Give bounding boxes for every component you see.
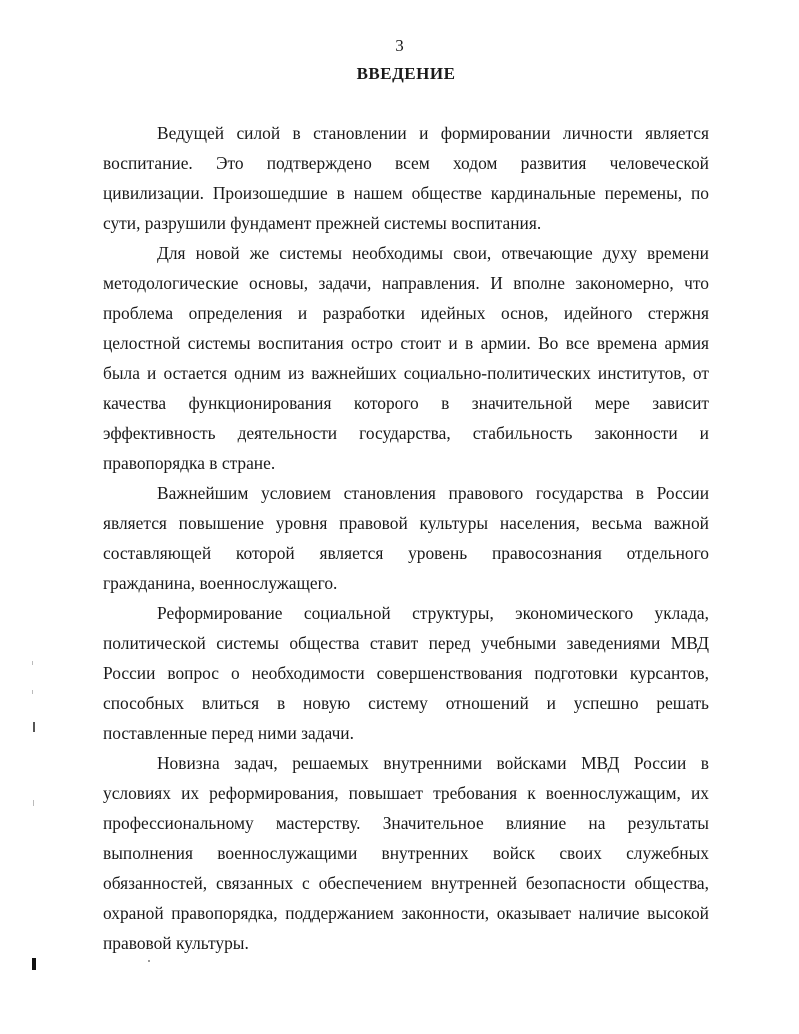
paragraph-line: Ведущей силой в становлении и формировании личности является xyxy=(157,123,709,143)
paragraph-line: целостной системы воспитания остро стоит и в армии. Во все времена армия xyxy=(103,333,709,353)
paragraph-line: охраной правопорядка, поддержанием законности, оказывает наличие высокой xyxy=(103,903,709,923)
scan-artifact xyxy=(32,661,33,665)
paragraph-line: эффективность деятельности государства, стабильность законности и xyxy=(103,423,709,443)
paragraph-line: гражданина, военнослужащего. xyxy=(103,573,338,593)
paragraph-line: была и остается одним из важнейших социально-политических институтов, от xyxy=(103,363,709,383)
paragraph-line: сути, разрушили фундамент прежней системы воспитания. xyxy=(103,213,542,233)
paragraph-line: проблема определения и разработки идейных основ, идейного стержня xyxy=(103,303,709,323)
paragraph-line: условиях их реформирования, повышает требования к военнослужащим, их xyxy=(103,783,709,803)
paragraph-line: является повышение уровня правовой культуры населения, весьма важной xyxy=(103,513,709,533)
paragraph-line: цивилизации. Произошедшие в нашем обществе кардинальные перемены, по xyxy=(103,183,709,203)
scan-artifact xyxy=(32,958,36,970)
paragraph-line: правовой культуры. xyxy=(103,933,249,953)
scan-artifact xyxy=(33,800,34,806)
scan-artifact xyxy=(32,690,33,694)
paragraph-line: правопорядка в стране. xyxy=(103,453,276,473)
body-text xyxy=(103,118,709,958)
paragraph-line: Реформирование социальной структуры, экономического уклада, xyxy=(157,603,709,623)
paragraph-line: способных влиться в новую систему отношений и успешно решать xyxy=(103,693,709,713)
scan-artifact xyxy=(33,722,35,732)
scan-artifact xyxy=(148,960,150,962)
paragraph-line: поставленные перед ними задачи. xyxy=(103,723,354,743)
section-heading: ВВЕДЕНИЕ xyxy=(356,64,456,83)
paragraph-line: профессиональному мастерству. Значительное влияние на результаты xyxy=(103,813,709,833)
paragraph-line: качества функционирования которого в значительной мере зависит xyxy=(103,393,709,413)
paragraph-line: политической системы общества ставит перед учебными заведениями МВД xyxy=(103,633,709,653)
paragraph-line: методологические основы, задачи, направления. И вполне закономерно, что xyxy=(103,273,709,293)
paragraph-line: Важнейшим условием становления правового государства в России xyxy=(157,483,709,503)
page-number: 3 xyxy=(395,36,404,55)
paragraph-line: воспитание. Это подтверждено всем ходом развития человеческой xyxy=(103,153,709,173)
paragraph-line: Новизна задач, решаемых внутренними войсками МВД России в xyxy=(157,753,709,773)
paragraph-line: России вопрос о необходимости совершенствования подготовки курсантов, xyxy=(103,663,709,683)
paragraph-line: Для новой же системы необходимы свои, отвечающие духу времени xyxy=(157,243,709,263)
paragraph-line: выполнения военнослужащими внутренних войск своих служебных xyxy=(103,843,709,863)
paragraph-line: составляющей которой является уровень правосознания отдельного xyxy=(103,543,709,563)
paragraph-line: обязанностей, связанных с обеспечением внутренней безопасности общества, xyxy=(103,873,709,893)
